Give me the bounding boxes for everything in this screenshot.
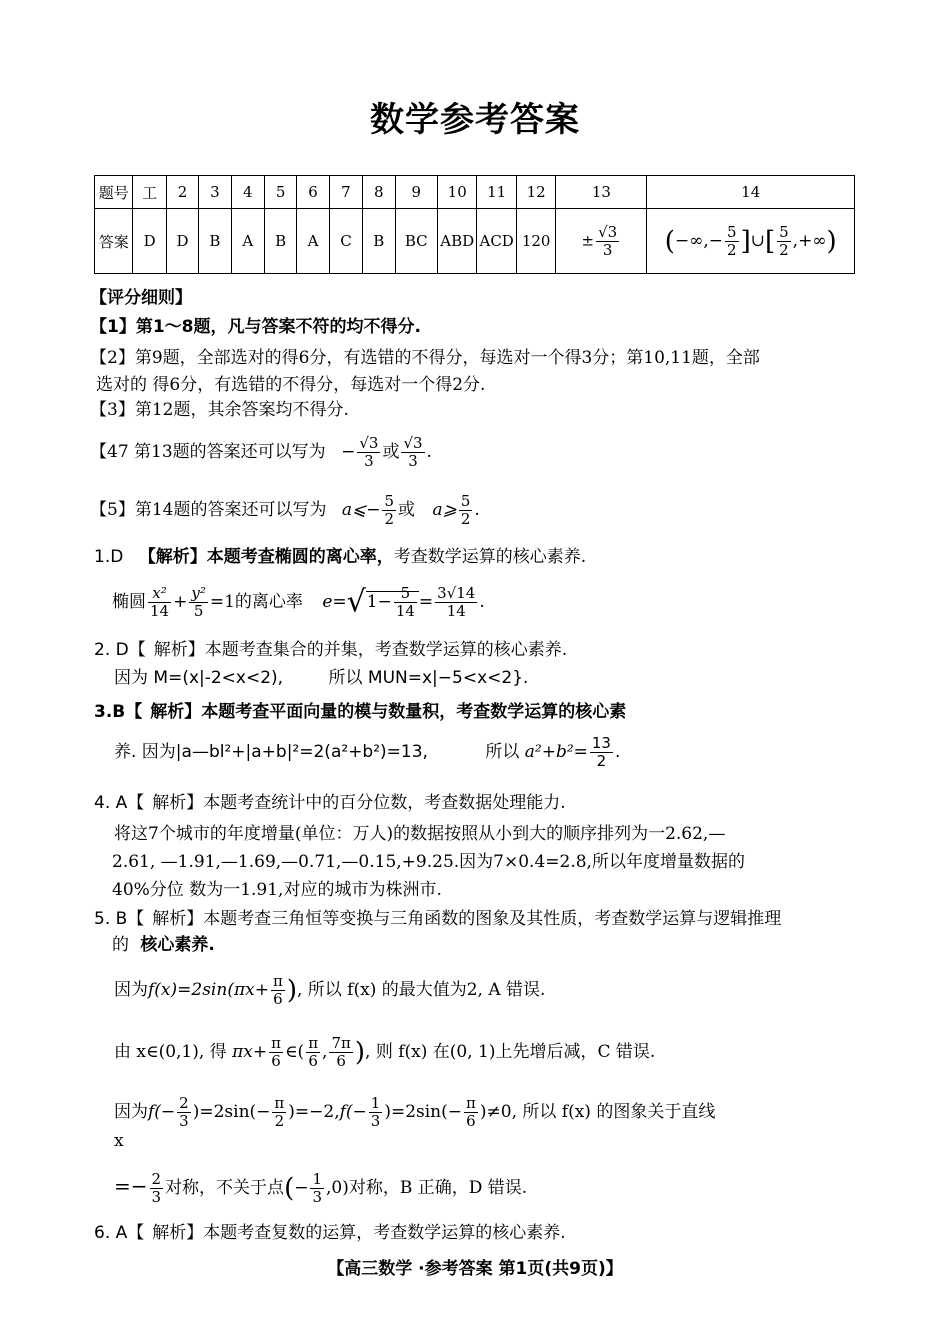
fraction: $\frac{5}{2}$ [779,222,789,259]
page-footer: 【高三数学 ·参考答案 第1页(共9页)】 [327,1259,623,1279]
fraction: $\frac{\text{x²}}{14}$ [150,584,170,620]
q1-formula: 椭圆 $\frac{\text{x²}}{14}$ + $\frac{\text{y²}}{5}$ =1的离心率 e=√1− $\frac{5}{14}$ = $\frac{3√14}{14}$ . [112,584,485,620]
fraction: $\frac{1}{3}$ [312,1170,323,1206]
fraction: $\frac{3√14}{14}$ [437,584,476,620]
table-cell: 12 [516,176,555,209]
table-row-answers [95,209,855,274]
fraction: $\frac{\text{y²}}{5}$ [191,584,206,620]
q5-para-1: 因为f(x)=2sin(πx+ $\frac{\pi}{6}$ ), 所以 f(x) 的最大值为2, A 错误. [114,972,546,1008]
table-cell: B [264,209,296,274]
q4-line-2: 将这7个城市的年度增量(单位：万人)的数据按照从小到大的顺序排列为一2.62,— [114,824,726,844]
rule-1: 【1】第1～8题，凡与答案不符的均不得分. [90,317,421,337]
q5-heading: 5. B【 解析】本题考查三角恒等变换与三角函数的图象及其性质，考查数学运算与逻辑推理 [94,909,782,929]
fraction: $\frac{1}{3}$ [370,1094,381,1130]
table-cell: ACD [477,209,516,274]
table-cell: B [199,209,231,274]
table-cell: 8 [363,176,395,209]
fraction: $\frac{7\pi}{6}$ [331,1034,351,1070]
rule-2-line-1: 【2】第9题，全部选对的得6分，有选错的不得分，每选对一个得3分；第10,11题，全部 [90,348,760,368]
table-cell: 9 [395,176,438,209]
fraction: $\frac{\pi}{6}$ [272,972,283,1008]
answer-table [94,175,855,274]
table-cell: ABD [438,209,477,274]
q2-line-2: 因为 M=(x|-2<x<2), 所以 MUN=x|−5<x<2}. [114,668,529,688]
fraction: $\frac{\pi}{6}$ [308,1034,319,1070]
q5-para-2: 由 x∈(0,1), 得 πx+ $\frac{\pi}{6}$ ∈( $\frac{\pi}{6}$ , $\frac{7\pi}{6}$ ), 则 f(x) 在(0, 1)上先增后减，C 错误. [114,1034,656,1070]
rule-2-line-2: 选对的 得6分，有选错的不得分，每选对一个得2分. [96,375,486,395]
fraction: $\frac{2}{3}$ [179,1094,189,1130]
table-cell: 120 [516,209,555,274]
q3-heading: 3.B【 解析】本题考查平面向量的模与数量积，考查数学运算的核心素 [94,702,627,722]
table-cell: 4 [231,176,264,209]
table-cell: 工 [133,176,166,209]
q1-heading: 1.D 【解析】本题考查椭圆的离心率，考查数学运算的核心素养. [94,547,587,567]
fraction: $\frac{2}{3}$ [151,1170,162,1206]
rules-heading: 【评分细则】 [90,288,192,308]
q5-para-4: =− $\frac{2}{3}$ 对称，不关于点(− $\frac{1}{3}$ ,0)对称，B 正确，D 错误. [114,1170,528,1206]
table-cell: 13 [556,176,647,209]
q4-line-3: 2.61, —1.91,—1.69,—0.71,—0.15,+9.25.因为7×0.4=2.8,所以年度增量数据的 [112,852,745,872]
plus-minus: ± [581,231,595,249]
table-cell: A [231,209,264,274]
fraction: $\frac{\pi}{6}$ [466,1094,476,1130]
rule-4: 【47 第13题的答案还可以写为 − $\frac{√3}{3}$ 或 $\frac{√3}{3}$ . [90,434,432,470]
fraction: $\frac{\pi}{6}$ [271,1034,281,1070]
table-row-numbers [95,176,855,209]
fraction: $\frac{√3}{3}$ [359,434,379,470]
q3-line-2: 养. 因为|a—bl²+|a+b|²=2(a²+b²)=13, 所以 a²+b²= $\frac{13}{2}$ . [114,733,621,770]
q6-heading: 6. A【 解析】本题考查复数的运算，考查数学运算的核心素养. [94,1223,566,1243]
answer-14: (−∞,− $\frac{5}{2}$ ]∪[ $\frac{5}{2}$ ,+∞) [647,209,855,274]
table-cell: 2 [166,176,198,209]
table-cell: BC [395,209,438,274]
rule-5: 【5】第14题的答案还可以写为 a⩽− $\frac{5}{2}$ 或 a⩾ $\frac{5}{2}$ . [90,492,480,528]
fraction: $\frac{5}{2}$ [727,222,737,259]
fraction: $\frac{13}{2}$ [591,733,611,770]
table-cell: 5 [264,176,296,209]
q5-para-3-x: x [114,1131,124,1151]
fraction: $\frac{5}{14}$ [395,584,415,620]
table-cell: D [133,209,166,274]
table-cell: 7 [329,176,362,209]
fraction: $\frac{5}{2}$ [384,492,395,528]
q4-heading: 4. A【 解析】本题考查统计中的百分位数，考查数据处理能力. [94,793,566,813]
table-cell: 10 [438,176,477,209]
q5-line-2: 的 核心素养. [112,935,215,955]
q2-heading: 2. D【 解析】本题考查集合的并集，考查数学运算的核心素养. [94,640,568,660]
fraction: $\frac{5}{2}$ [460,492,471,528]
answer-13 [556,209,647,274]
table-cell: 3 [199,176,231,209]
table-cell: 11 [477,176,516,209]
table-cell: B [363,209,395,274]
row-label-number: 题号 [95,176,133,209]
fraction: $\frac{√3}{3}$ [598,222,618,259]
table-cell: A [297,209,329,274]
q4-line-4: 40%分位 数为一1.91,对应的城市为株洲市. [112,880,442,900]
table-cell: 6 [297,176,329,209]
q5-para-3: 因为f(− $\frac{2}{3}$ )=2sin(− $\frac{\pi}{2}$ )=−2,f(− $\frac{1}{3}$ )=2sin(− $\frac{\pi}{6}$ )≠0, 所以 f(x) 的图象关于直线 [114,1094,716,1130]
row-label-answer: 答案 [95,209,133,274]
fraction: $\frac{√3}{3}$ [403,434,423,470]
page-title: 数学参考答案 [370,100,580,140]
table-cell: 14 [647,176,855,209]
fraction: $\frac{\pi}{2}$ [274,1094,285,1130]
table-cell: D [166,209,198,274]
rule-3: 【3】第12题，其余答案均不得分. [90,400,349,420]
table-cell: C [329,209,362,274]
